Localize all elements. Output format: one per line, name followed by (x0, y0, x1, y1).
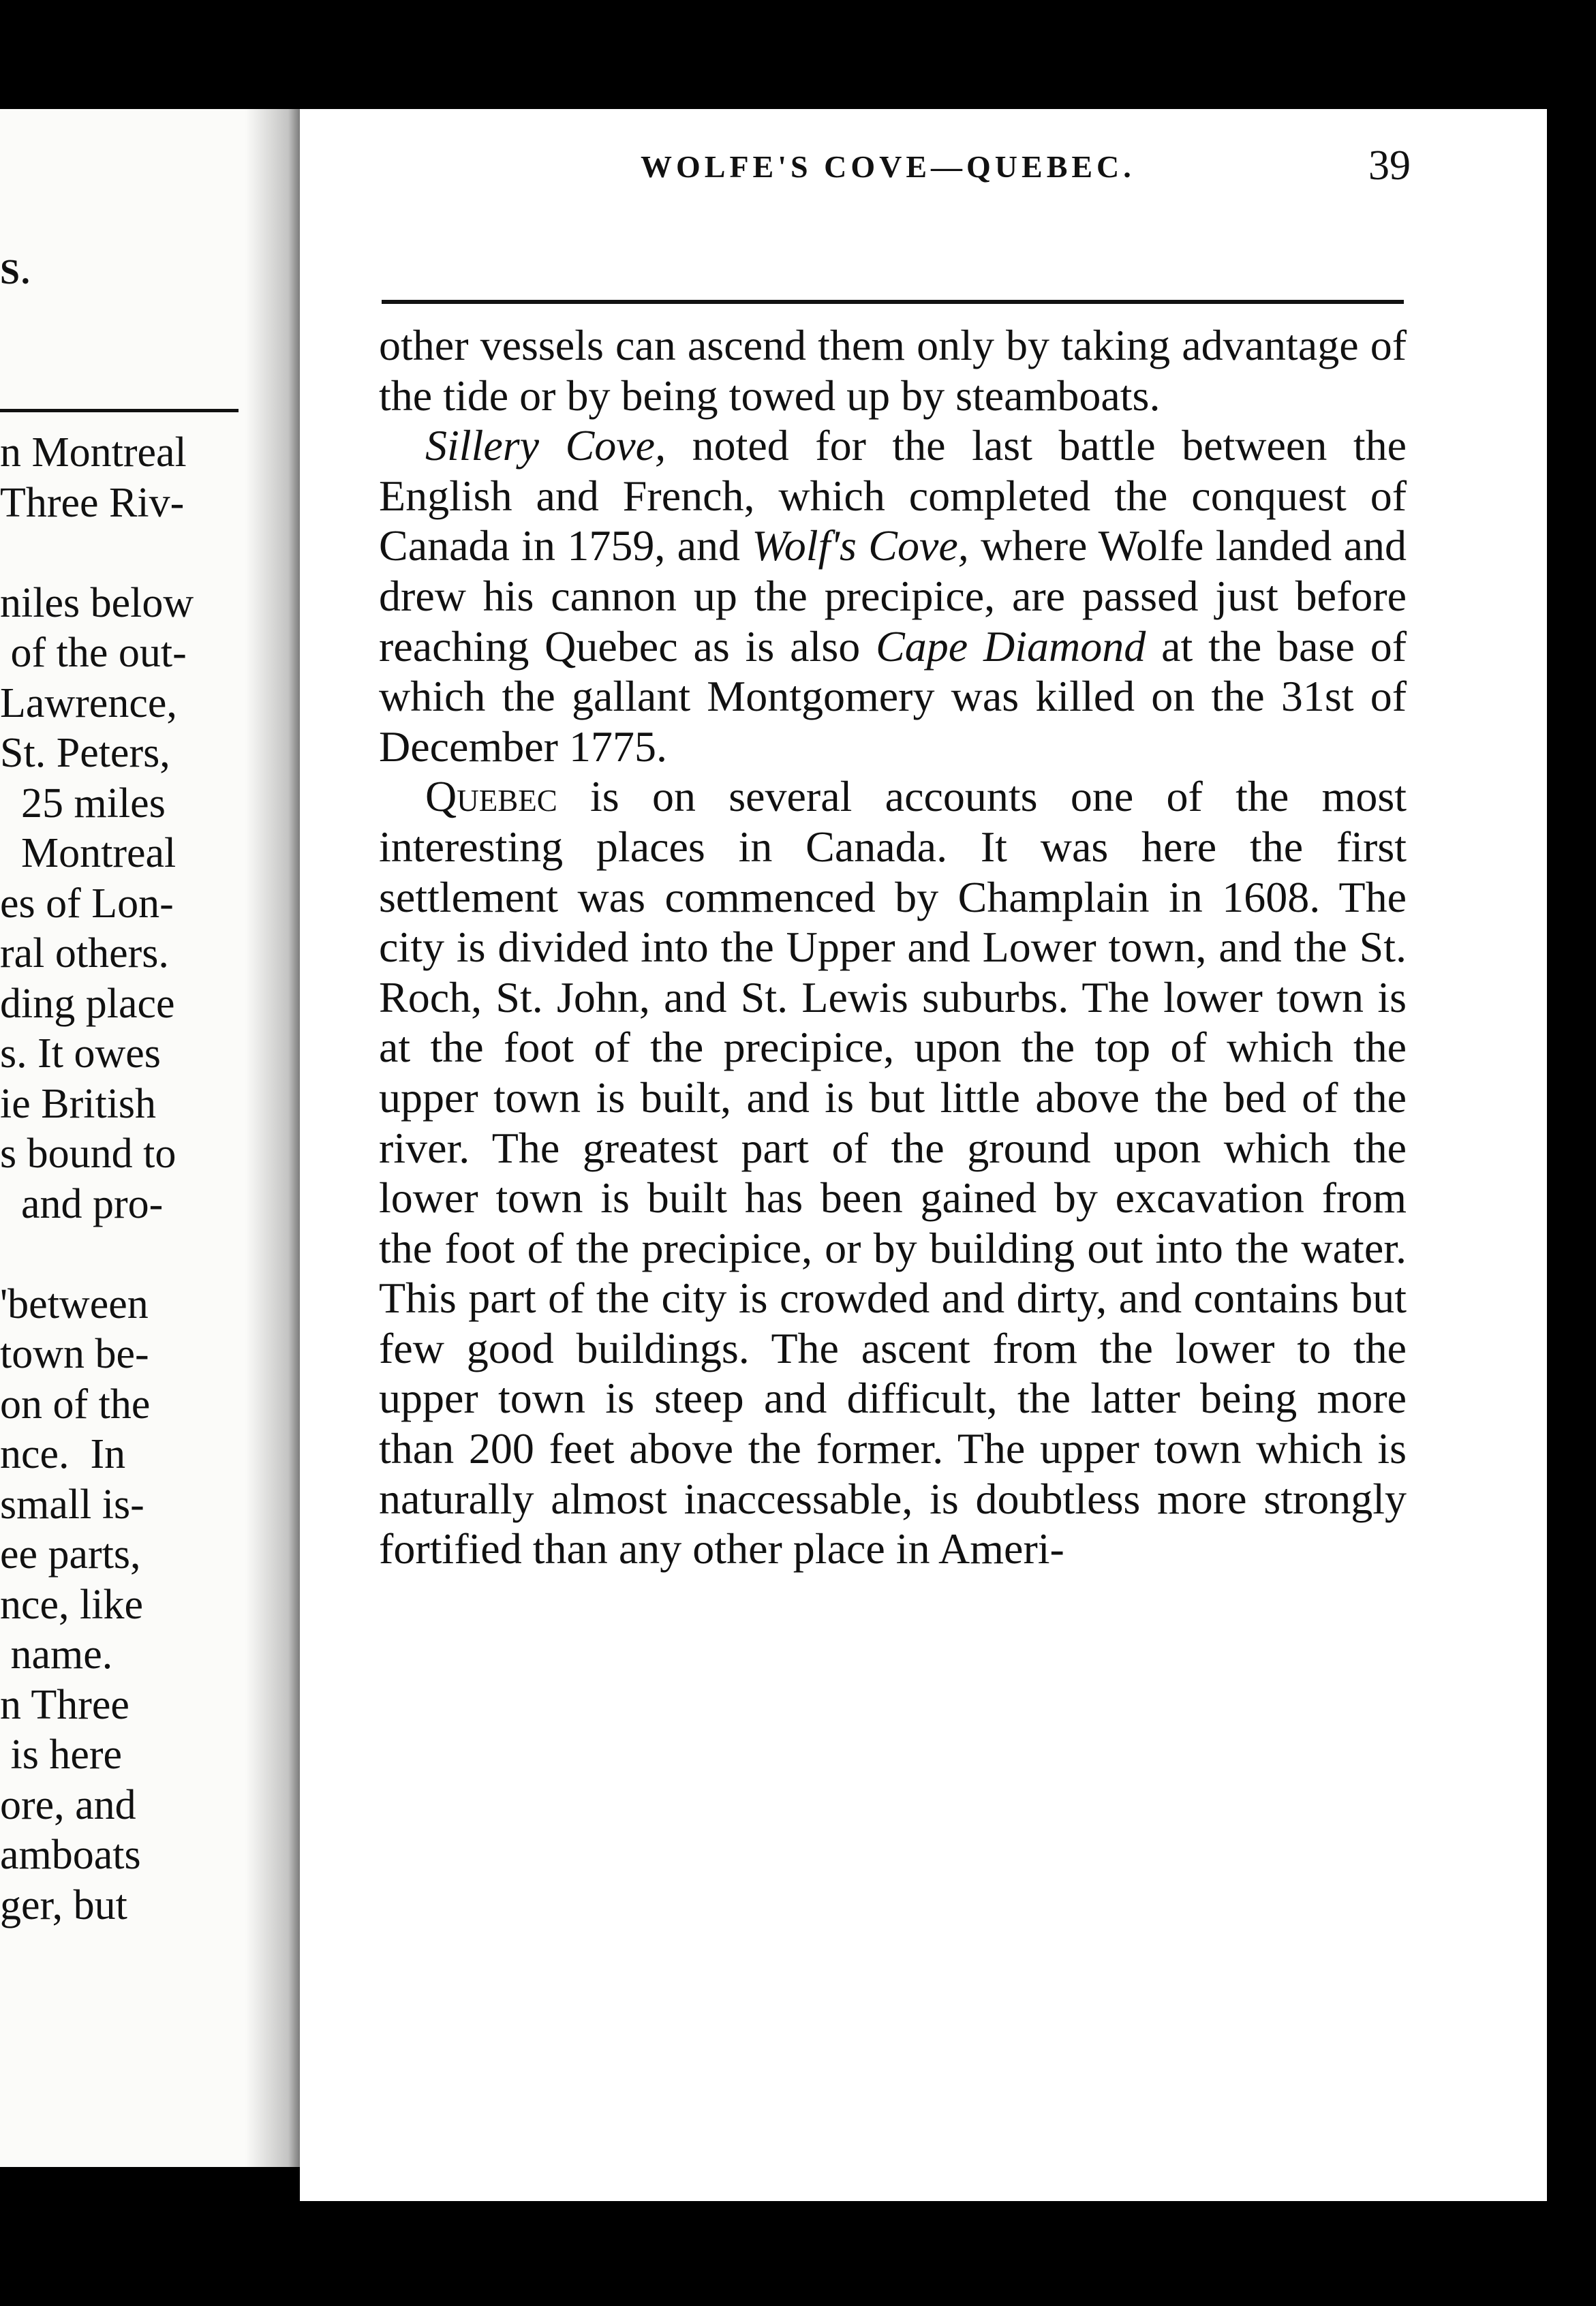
left-page-line: town be- (0, 1331, 149, 1377)
left-page-line: niles below (0, 579, 194, 626)
paragraph-3-text: is on several accounts one of the most interesting places in Canada. It was here the first settlement was commenced by Champlain in 1608. The city is divided into the Upper and Lower town, and the St. Roch, St. John, and St. Lewis suburbs. The lower town is at the foot of the precipice, upon the top of which the upper town is built, and is but little above the bed of the river. The greatest part of the ground upon which the lower town is built has been gained by excavation from the foot of the precipice, or by building out into the water. This part of the city is crowded and dirty, and contains but few good buildings. The ascent from the lower to the upper town is steep and difficult, the latter being more than 200 feet above the former. The upper town which is naturally almost inaccessable, is doubtless more strongly fortified than any other place in Ameri- (379, 772, 1407, 1573)
paragraph-3 (379, 771, 1407, 1574)
left-page-line: n Three (0, 1681, 129, 1728)
left-page-line: 25 miles (0, 780, 166, 827)
left-page-line: Three Riv- (0, 479, 185, 526)
paragraph-2 (379, 420, 1407, 771)
paragraph-1-text: other vessels can ascend them only by taking advantage of the tide or by being towed up by steamboats. (379, 321, 1407, 420)
left-page-line: of the out- (0, 630, 187, 676)
running-title: WOLFE'S COVE—QUEBEC. (641, 149, 1135, 184)
page-number: 39 (1368, 142, 1411, 189)
left-page-line: and pro- (0, 1180, 164, 1227)
running-head (341, 142, 1411, 203)
left-page-line: name. (0, 1631, 113, 1678)
page-body (379, 320, 1407, 1574)
left-page-line: 'between (0, 1280, 149, 1327)
left-page-line: n Montreal (0, 429, 187, 476)
left-page-line: on of the (0, 1381, 151, 1428)
wolfs-cove: Wolf's Cove, (752, 521, 969, 570)
left-page-line: small is- (0, 1481, 144, 1528)
paragraph-1 (379, 320, 1407, 420)
left-page-line: amboats (0, 1832, 141, 1878)
quebec-heading-word: Quebec (425, 772, 557, 821)
left-page-line: St. Peters, (0, 730, 170, 776)
left-page-line: ding place (0, 980, 175, 1027)
left-page-line: ee parts, (0, 1531, 141, 1578)
left-page-line: ie British (0, 1080, 157, 1127)
left-page-line: s bound to (0, 1131, 177, 1177)
left-head-rule (0, 409, 239, 412)
head-rule (382, 300, 1404, 304)
paragraph-2-text-1: noted for the last battle between the English and French, which completed the conquest of Canada in 1759, and (379, 421, 1407, 570)
left-page-line: s. It owes (0, 1030, 161, 1077)
left-page-line: Montreal (0, 830, 177, 876)
paragraph-2-text-2: where Wolfe landed and drew his cannon up the precipice, are passed just before reaching Quebec as is also (379, 521, 1407, 671)
paragraph-2-text-3: at the base of which the gallant Montgomery was killed on the 31st of December 1775. (379, 621, 1407, 771)
sillery-cove: Sillery Cove, (425, 421, 666, 470)
left-page-line: es of Lon- (0, 880, 174, 927)
cape-diamond: Cape Diamond (876, 621, 1146, 671)
left-running-head-fragment: S. (0, 253, 31, 292)
left-page-line: ore, and (0, 1781, 136, 1828)
left-page-line: is here (0, 1732, 123, 1778)
left-page-line: nce, like (0, 1581, 144, 1628)
left-page-line: Lawrence, (0, 679, 177, 726)
left-page-line: nce. In (0, 1431, 126, 1477)
left-page-line: ral others. (0, 930, 169, 977)
left-page-line: ger, but (0, 1881, 127, 1928)
